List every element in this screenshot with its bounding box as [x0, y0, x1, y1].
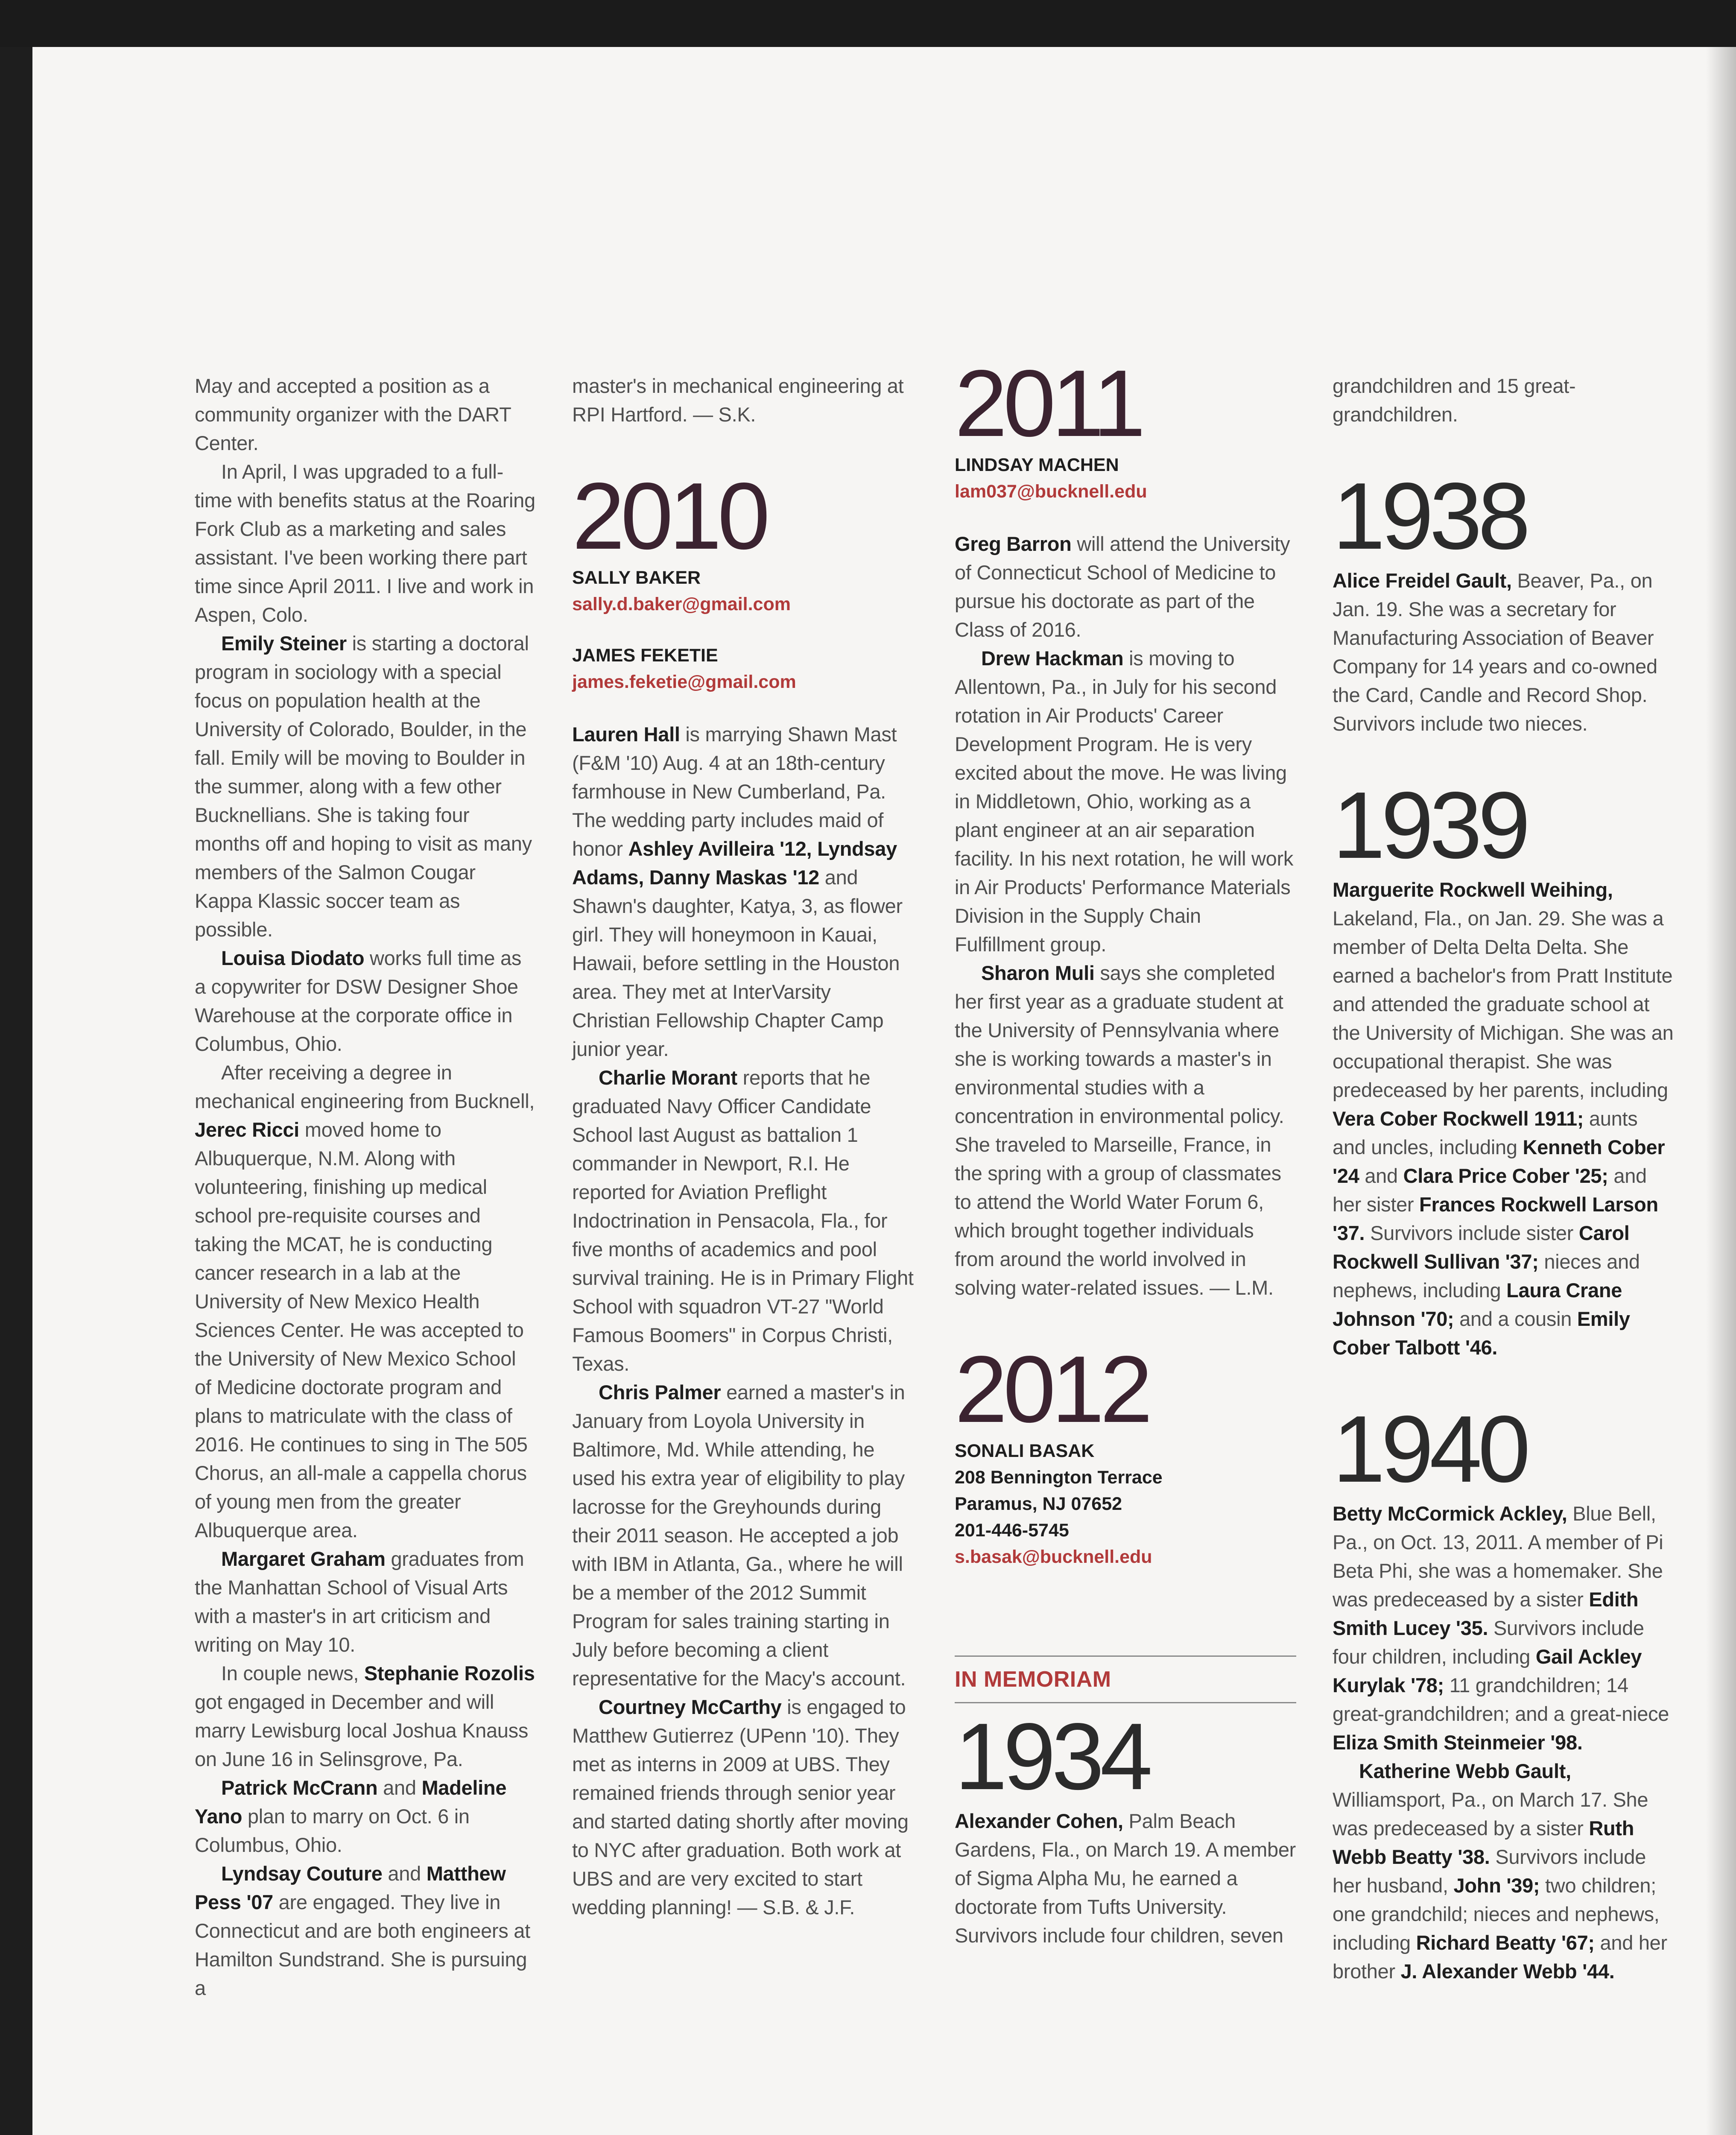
note-paragraph: Greg Barron will attend the University of Connecticut School of Medicine to pursue his doctorate as part of the Class of 2016.	[955, 532, 1290, 641]
class-reporter-phone: 201-446-5745	[955, 1520, 1069, 1541]
memoriam-year-heading: 1938	[1333, 463, 1526, 569]
obituary-paragraph: Marguerite Rockwell Weihing, Lakeland, Fla., on Jan. 29. She was a member of Delta Delta Delta. She earned a bachelor's from Pratt Institute and attended the graduate school at the University of Michigan. She was an occupational therapist. She was predeceased by her parents, including Vera Cober Rockwell 1911; aunts and uncles, including Kenneth Cober '24 and Clara Price Cober '25; and her sister Frances Rockwell Larson '37. Survivors include sister Carol Rockwell Sullivan '37; nieces and nephews, including Laura Crane Johnson '70; and a cousin Emily Cober Talbott '46.	[1333, 878, 1674, 1359]
class-reporter-name: LINDSAY MACHEN	[955, 455, 1119, 475]
deceased-name: Alexander Cohen,	[955, 1810, 1123, 1832]
alumni-name: Matthew Pess '07	[195, 1862, 506, 1913]
class-reporter-email[interactable]: james.feketie@gmail.com	[572, 672, 796, 692]
memoriam-year-heading: 1934	[955, 1704, 1149, 1810]
column-3	[955, 351, 1296, 1950]
class-year-heading: 2012	[955, 1337, 1149, 1442]
relative-name: Kenneth Cober '24	[1333, 1136, 1665, 1187]
obituary-paragraph: Alice Freidel Gault, Beaver, Pa., on Jan. 19. She was a secretary for Manufacturing Association of Beaver Company for 14 years and co-owned the Card, Candle and Record Shop. Survivors include two nieces.	[1333, 569, 1657, 735]
class-reporter-email[interactable]: lam037@bucknell.edu	[955, 481, 1147, 502]
relative-name: Emily Cober Talbott '46.	[1333, 1307, 1630, 1359]
note-paragraph: Louisa Diodato works full time as a copywriter for DSW Designer Shoe Warehouse at the corporate office in Columbus, Ohio.	[195, 947, 522, 1055]
note-paragraph: After receiving a degree in mechanical engineering from Bucknell, Jerec Ricci moved home to Albuquerque, N.M. Along with volunteering, finishing up medical school pre-requisite courses and taking the MCAT, he is conducting cancer research in a lab at the University of New Mexico Health Sciences Center. He was accepted to the University of New Mexico School of Medicine doctorate program and plans to matriculate with the class of 2016. He continues to sing in The 505 Chorus, an all-male a cappella chorus of young men from the greater Albuquerque area.	[195, 1061, 535, 1541]
class-year-heading: 2010	[572, 463, 766, 569]
note-paragraph: Chris Palmer earned a master's in January from Loyola University in Baltimore, Md. While attending, he used his extra year of eligibility to play lacrosse for the Greyhounds during their 2011 season. He accepted a job with IBM in Atlanta, Ga., where he will be a member of the 2012 Summit Program for sales training starting in July before becoming a client representative for the Macy's account.	[572, 1381, 906, 1690]
magazine-page	[32, 47, 1736, 2135]
alumni-name: Lyndsay Couture	[221, 1862, 383, 1885]
obituary-paragraph: Betty McCormick Ackley, Blue Bell, Pa., on Oct. 13, 2011. A member of Pi Beta Phi, she was a homemaker. She was predeceased by a sister Edith Smith Lucey '35. Survivors include four children, including Gail Ackley Kurylak '78; 11 grandchildren; 14 great-grandchildren; and a great-niece Eliza Smith Steinmeier '98.	[1333, 1502, 1669, 1754]
obituary-paragraph: Katherine Webb Gault, Williamsport, Pa., on March 17. She was predeceased by a sister Ruth Webb Beatty '38. Survivors include her husband, John '39; two children; one grandchild; nieces and nephews, including Richard Beatty '67; and her brother J. Alexander Webb '44.	[1333, 1760, 1667, 1983]
alumni-name: Stephanie Rozolis	[364, 1662, 535, 1685]
divider	[955, 1702, 1296, 1703]
relative-name: Edith Smith Lucey '35.	[1333, 1588, 1639, 1639]
class-year-heading: 2011	[955, 351, 1142, 456]
column-1	[195, 371, 536, 2002]
note-paragraph: May and accepted a position as a community organizer with the DART Center.	[195, 374, 511, 454]
note-paragraph: master's in mechanical engineering at RPI Hartford. — S.K.	[572, 374, 904, 426]
note-paragraph: Courtney McCarthy is engaged to Matthew Gutierrez (UPenn '10). They met as interns in 2009 at UBS. They remained friends through senior year and started dating shortly after moving to NYC after graduation. Both work at UBS and are very excited to start wedding planning! — S.B. & J.F.	[572, 1696, 909, 1919]
relative-name: Richard Beatty '67;	[1416, 1931, 1595, 1954]
note-paragraph: Patrick McCrann and Madeline Yano plan to marry on Oct. 6 in Columbus, Ohio.	[195, 1776, 507, 1856]
relative-name: Clara Price Cober '25;	[1403, 1164, 1608, 1187]
relative-name: Frances Rockwell Larson '37.	[1333, 1193, 1658, 1244]
memoriam-year-heading: 1939	[1333, 772, 1526, 878]
deceased-name: Betty McCormick Ackley,	[1333, 1502, 1567, 1525]
in-memoriam-heading: IN MEMORIAM	[955, 1667, 1111, 1692]
deceased-name: Alice Freidel Gault,	[1333, 569, 1512, 592]
note-paragraph: In April, I was upgraded to a full-time with benefits status at the Roaring Fork Club as a marketing and sales assistant. I've been working there part time since April 2011. I live and work in Aspen, Colo.	[195, 460, 535, 626]
alumni-name: Ashley Avilleira '12, Lyndsay Adams, Danny Maskas '12	[572, 837, 897, 889]
relative-name: Gail Ackley Kurylak '78;	[1333, 1645, 1642, 1696]
alumni-name: Chris Palmer	[599, 1381, 721, 1404]
column-4	[1333, 371, 1674, 1986]
note-paragraph: Lauren Hall is marrying Shawn Mast (F&M '10) Aug. 4 at an 18th-century farmhouse in New Cumberland, Pa. The wedding party includes maid of honor Ashley Avilleira '12, Lyndsay Adams, Danny Maskas '12 and Shawn's daughter, Katya, 3, as flower girl. They will honeymoon in Kauai, Hawaii, before settling in the Houston area. They met at InterVarsity Christian Fellowship Chapter Camp junior year.	[572, 723, 903, 1060]
relative-name: Carol Rockwell Sullivan '37;	[1333, 1222, 1630, 1273]
note-paragraph: In couple news, Stephanie Rozolis got engaged in December and will marry Lewisburg local Joshua Knauss on June 16 in Selinsgrove, Pa.	[195, 1662, 535, 1770]
class-reporter-name: SONALI BASAK	[955, 1441, 1095, 1461]
alumni-name: Greg Barron	[955, 532, 1072, 555]
alumni-name: Lauren Hall	[572, 723, 680, 746]
note-paragraph: Charlie Morant reports that he graduated Navy Officer Candidate School last August as battalion 1 commander in Newport, R.I. He reported for Aviation Preflight Indoctrination in Pensacola, Fla., for five months of academics and pool survival training. He is in Primary Flight School with squadron VT-27 "World Famous Boomers" in Corpus Christi, Texas.	[572, 1066, 914, 1375]
relative-name: Laura Crane Johnson '70;	[1333, 1279, 1622, 1330]
class-reporter-name: SALLY BAKER	[572, 567, 701, 588]
spine-shadow	[1706, 47, 1736, 2135]
obituary-paragraph: grandchildren and 15 great-grandchildren.	[1333, 374, 1576, 426]
relative-name: Ruth Webb Beatty '38.	[1333, 1817, 1634, 1868]
alumni-name: Sharon Muli	[981, 962, 1095, 984]
note-paragraph: Margaret Graham graduates from the Manhattan School of Visual Arts with a master's in art criticism and writing on May 10.	[195, 1547, 524, 1656]
deceased-name: Katherine Webb Gault,	[1359, 1760, 1571, 1782]
note-paragraph: Lyndsay Couture and Matthew Pess '07 are engaged. They live in Connecticut and are both engineers at Hamilton Sundstrand. She is pursuing a	[195, 1862, 530, 1999]
class-reporter-email[interactable]: sally.d.baker@gmail.com	[572, 594, 791, 614]
class-reporter-email[interactable]: s.basak@bucknell.edu	[955, 1547, 1152, 1567]
alumni-name: Madeline Yano	[195, 1776, 507, 1828]
note-paragraph: Emily Steiner is starting a doctoral program in sociology with a special focus on population health at the University of Colorado, Boulder, in the fall. Emily will be moving to Boulder in the summer, along with a few other Bucknellians. She is taking four months off and hoping to visit as many members of the Salmon Cougar Kappa Klassic soccer team as possible.	[195, 632, 532, 941]
obituary-paragraph: Alexander Cohen, Palm Beach Gardens, Fla., on March 19. A member of Sigma Alpha Mu, he earned a doctorate from Tufts University. Survivors include four children, seven	[955, 1810, 1296, 1947]
alumni-name: Drew Hackman	[981, 647, 1124, 670]
memoriam-year-heading: 1940	[1333, 1396, 1526, 1502]
alumni-name: Louisa Diodato	[221, 947, 365, 969]
column-2	[572, 371, 914, 1922]
alumni-name: Margaret Graham	[221, 1547, 386, 1570]
relative-name: John '39;	[1453, 1874, 1540, 1897]
class-reporter-address: 208 Bennington Terrace	[955, 1467, 1163, 1488]
alumni-name: Jerec Ricci	[195, 1118, 299, 1141]
note-paragraph: Drew Hackman is moving to Allentown, Pa., in July for his second rotation in Air Products' Career Development Program. He is very excited about the move. He was living in Middletown, Ohio, working as a plant engineer at an air separation facility. In his next rotation, he will work in Air Products' Performance Materials Division in the Supply Chain Fulfillment group.	[955, 647, 1294, 956]
alumni-name: Charlie Morant	[599, 1066, 737, 1089]
alumni-name: Patrick McCrann	[221, 1776, 378, 1799]
note-paragraph: Sharon Muli says she completed her first year as a graduate student at the University of Pennsylvania where she is working towards a master's in environmental studies with a concentration in environmental policy. She traveled to Marseille, France, in the spring with a group of classmates to attend the World Water Forum 6, which brought together individuals from around the world involved in solving water-related issues. — L.M.	[955, 962, 1284, 1299]
relative-name: Eliza Smith Steinmeier '98.	[1333, 1731, 1583, 1754]
class-reporter-name: JAMES FEKETIE	[572, 645, 718, 666]
alumni-name: Courtney McCarthy	[599, 1696, 782, 1718]
relative-name: J. Alexander Webb '44.	[1400, 1960, 1615, 1983]
relative-name: Vera Cober Rockwell 1911;	[1333, 1107, 1584, 1130]
alumni-name: Emily Steiner	[221, 632, 347, 655]
class-reporter-address: Paramus, NJ 07652	[955, 1494, 1122, 1514]
deceased-name: Marguerite Rockwell Weihing,	[1333, 878, 1613, 901]
scan-frame	[0, 0, 1736, 47]
